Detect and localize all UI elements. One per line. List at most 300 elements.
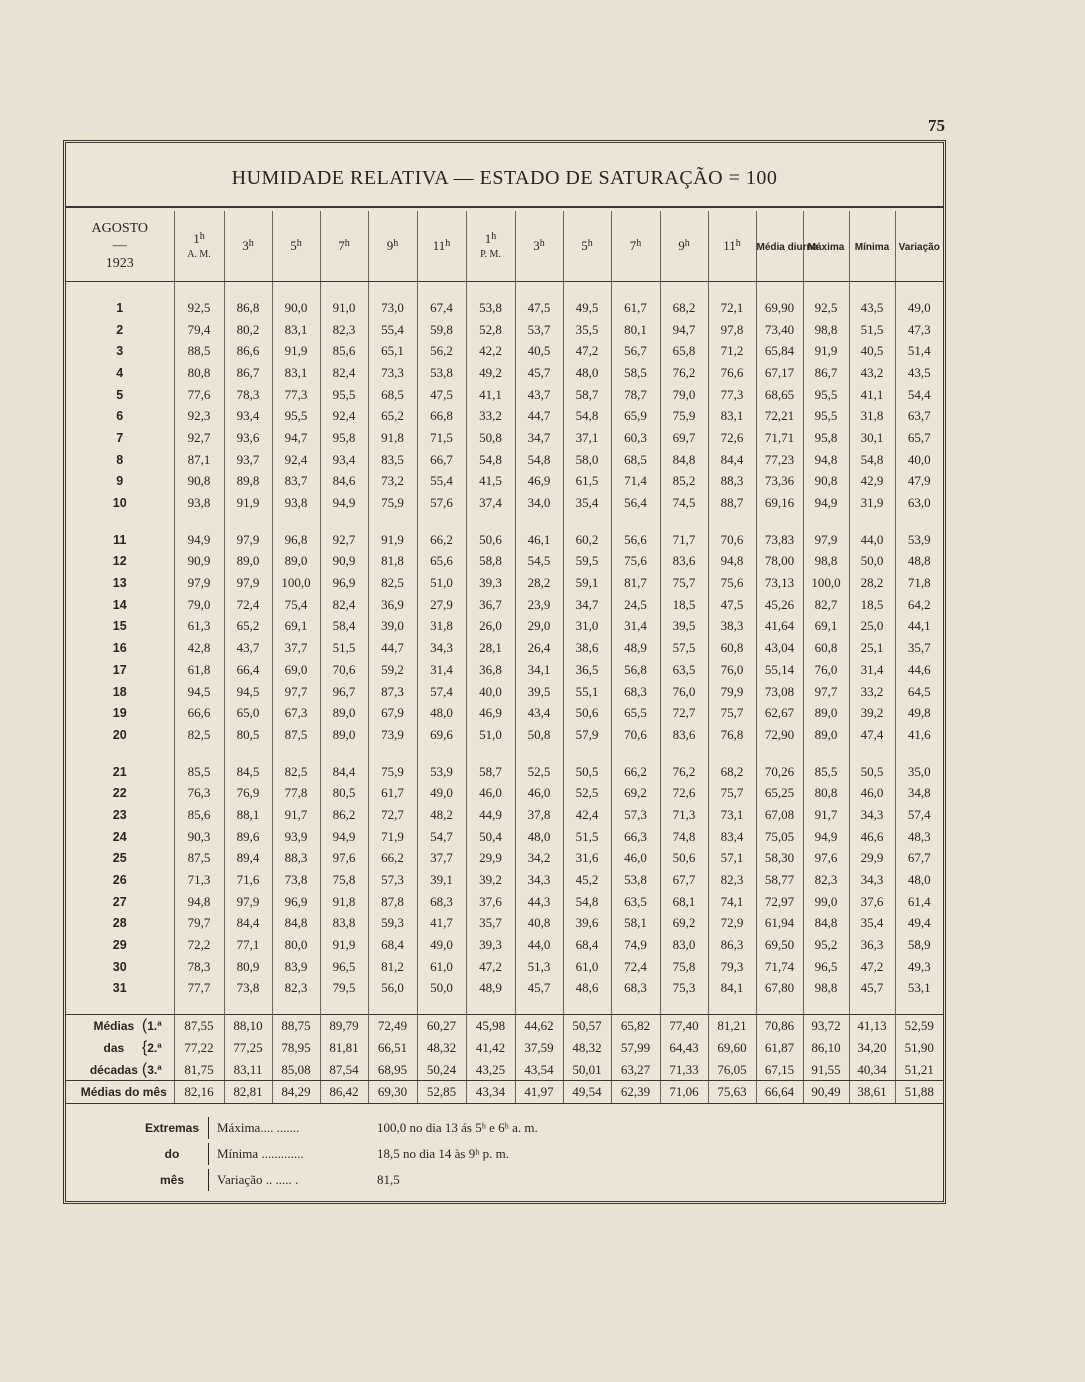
humidity-value: 54,4 — [895, 384, 943, 406]
humidity-value: 54,8 — [563, 891, 611, 913]
humidity-value: 66,3 — [611, 826, 660, 848]
humidity-value: 58,1 — [611, 913, 660, 935]
humidity-value: 75,6 — [708, 572, 756, 594]
humidity-value: 72,90 — [756, 724, 803, 746]
day-row — [66, 702, 943, 724]
humidity-value: 65,5 — [611, 702, 660, 724]
humidity-value: 64,5 — [895, 681, 943, 703]
decade-ordinal: 3.ª — [147, 1062, 162, 1077]
extreme-key: Máxima.... ....... — [217, 1120, 300, 1135]
hour-sup: h — [491, 230, 497, 242]
spacer-cell — [515, 999, 563, 1015]
humidity-value: 82,4 — [320, 362, 368, 384]
humidity-value: 25,0 — [849, 616, 895, 638]
humidity-value: 72,2 — [174, 934, 224, 956]
hour-sup: h — [296, 237, 302, 249]
humidity-value: 42,8 — [174, 637, 224, 659]
humidity-value: 49,2 — [466, 362, 515, 384]
decade-value: 45,98 — [466, 1015, 515, 1037]
humidity-value: 68,3 — [611, 978, 660, 1000]
humidity-value: 50,5 — [563, 761, 611, 783]
humidity-value: 31,8 — [849, 405, 895, 427]
spacer-cell — [756, 514, 803, 529]
humidity-value: 48,0 — [563, 362, 611, 384]
humidity-value: 28,2 — [515, 572, 563, 594]
decade-value: 69,60 — [708, 1037, 756, 1059]
humidity-value: 39,5 — [660, 616, 708, 638]
humidity-value: 69,90 — [756, 297, 803, 319]
humidity-value: 96,8 — [272, 529, 320, 551]
spacer-cell — [611, 514, 660, 529]
humidity-value: 48,8 — [895, 551, 943, 573]
humidity-value: 73,3 — [368, 362, 417, 384]
day-number: 22 — [112, 786, 127, 801]
humidity-value: 57,6 — [417, 492, 466, 514]
decade-value: 88,10 — [224, 1015, 272, 1037]
extreme-brace — [208, 1143, 217, 1165]
humidity-value: 54,8 — [849, 449, 895, 471]
humidity-value: 75,4 — [272, 594, 320, 616]
humidity-value: 75,3 — [660, 978, 708, 1000]
humidity-value: 84,1 — [708, 978, 756, 1000]
day-row — [66, 362, 943, 384]
spacer-cell — [660, 514, 708, 529]
humidity-value: 41,64 — [756, 616, 803, 638]
humidity-value: 65,2 — [224, 616, 272, 638]
humidity-value: 51,5 — [563, 826, 611, 848]
humidity-value: 54,8 — [515, 449, 563, 471]
humidity-value: 58,9 — [895, 934, 943, 956]
humidity-value: 71,3 — [660, 804, 708, 826]
month-label: AGOSTO — [91, 220, 149, 236]
humidity-value: 71,74 — [756, 956, 803, 978]
humidity-value: 89,0 — [320, 702, 368, 724]
decade-value: 85,08 — [272, 1059, 320, 1081]
decade-value: 41,42 — [466, 1037, 515, 1059]
humidity-value: 43,4 — [515, 702, 563, 724]
decade-value: 77,25 — [224, 1037, 272, 1059]
day-row — [66, 956, 943, 978]
minima-label: Mínima — [854, 241, 890, 253]
humidity-value: 31,6 — [563, 848, 611, 870]
humidity-value: 65,2 — [368, 405, 417, 427]
month-mean-row — [66, 1081, 943, 1104]
humidity-value: 57,3 — [368, 869, 417, 891]
month-mean-value: 82,81 — [224, 1081, 272, 1104]
day-number: 19 — [112, 706, 127, 721]
hour-header — [272, 211, 320, 282]
humidity-value: 46,0 — [611, 848, 660, 870]
humidity-value: 77,7 — [174, 978, 224, 1000]
humidity-value: 94,9 — [803, 492, 849, 514]
humidity-value: 38,6 — [563, 637, 611, 659]
decade-ordinal: 2.ª — [147, 1040, 162, 1055]
humidity-value: 73,36 — [756, 471, 803, 493]
humidity-value: 80,5 — [320, 782, 368, 804]
variacao-label: Variação — [898, 241, 940, 253]
humidity-value: 65,7 — [895, 427, 943, 449]
humidity-value: 60,8 — [708, 637, 756, 659]
humidity-value: 53,7 — [515, 319, 563, 341]
humidity-value: 95,5 — [803, 405, 849, 427]
humidity-value: 47,2 — [849, 956, 895, 978]
humidity-value: 63,0 — [895, 492, 943, 514]
humidity-value: 74,5 — [660, 492, 708, 514]
humidity-value: 79,3 — [708, 956, 756, 978]
spacer-cell — [756, 282, 803, 298]
decade-value: 51,90 — [895, 1037, 943, 1059]
decade-value: 87,55 — [174, 1015, 224, 1037]
spacer-cell — [417, 999, 466, 1015]
humidity-value: 100,0 — [272, 572, 320, 594]
humidity-value: 94,9 — [320, 826, 368, 848]
humidity-value: 58,7 — [466, 761, 515, 783]
humidity-value: 59,3 — [368, 913, 417, 935]
humidity-value: 26,4 — [515, 637, 563, 659]
humidity-value: 75,7 — [708, 702, 756, 724]
hour-header — [708, 211, 756, 282]
humidity-value: 97,6 — [320, 848, 368, 870]
spacer-cell — [320, 282, 368, 298]
humidity-value: 91,9 — [224, 492, 272, 514]
spacer-cell — [368, 514, 417, 529]
extreme-label: do — [164, 1147, 180, 1161]
hour-sup: h — [735, 237, 741, 249]
day-row — [66, 471, 943, 493]
humidity-value: 38,3 — [708, 616, 756, 638]
humidity-value: 53,8 — [611, 869, 660, 891]
humidity-value: 90,0 — [272, 297, 320, 319]
humidity-value: 71,7 — [660, 529, 708, 551]
humidity-value: 83,4 — [708, 826, 756, 848]
month-mean-value: 71,06 — [660, 1081, 708, 1104]
decade-title: das — [103, 1040, 125, 1055]
humidity-value: 80,8 — [803, 782, 849, 804]
humidity-value: 69,7 — [660, 427, 708, 449]
humidity-value: 57,3 — [611, 804, 660, 826]
spacer-cell — [515, 282, 563, 298]
humidity-value: 31,4 — [849, 659, 895, 681]
humidity-value: 83,6 — [660, 724, 708, 746]
humidity-value: 66,2 — [611, 761, 660, 783]
humidity-value: 49,0 — [895, 297, 943, 319]
humidity-value: 36,3 — [849, 934, 895, 956]
spacer-cell — [660, 282, 708, 298]
humidity-value: 68,3 — [611, 681, 660, 703]
humidity-value: 93,8 — [174, 492, 224, 514]
humidity-value: 70,6 — [320, 659, 368, 681]
humidity-value: 43,5 — [849, 297, 895, 319]
day-row — [66, 297, 943, 319]
day-row — [66, 978, 943, 1000]
humidity-value: 65,0 — [224, 702, 272, 724]
humidity-value: 94,9 — [320, 492, 368, 514]
day-number: 27 — [112, 894, 127, 909]
humidity-value: 71,6 — [224, 869, 272, 891]
humidity-value: 58,77 — [756, 869, 803, 891]
month-mean-value: 43,34 — [466, 1081, 515, 1104]
humidity-value: 87,5 — [174, 848, 224, 870]
humidity-value: 61,3 — [174, 616, 224, 638]
extreme-key: Mínima ............. — [217, 1146, 304, 1161]
humidity-value: 74,9 — [611, 934, 660, 956]
humidity-value: 71,8 — [895, 572, 943, 594]
humidity-value: 75,6 — [611, 551, 660, 573]
decade-value: 63,27 — [611, 1059, 660, 1081]
humidity-value: 34,3 — [849, 869, 895, 891]
humidity-value: 52,8 — [466, 319, 515, 341]
humidity-value: 75,7 — [660, 572, 708, 594]
day-row — [66, 804, 943, 826]
humidity-value: 46,1 — [515, 529, 563, 551]
humidity-value: 68,2 — [708, 761, 756, 783]
humidity-value: 47,5 — [515, 297, 563, 319]
decade-value: 86,10 — [803, 1037, 849, 1059]
table-body — [66, 282, 943, 1104]
spacer-cell — [368, 746, 417, 761]
humidity-value: 45,7 — [515, 362, 563, 384]
humidity-value: 70,26 — [756, 761, 803, 783]
humidity-value: 48,9 — [466, 978, 515, 1000]
humidity-value: 71,4 — [611, 471, 660, 493]
spacer-cell — [417, 514, 466, 529]
humidity-value: 80,0 — [272, 934, 320, 956]
humidity-value: 46,0 — [466, 782, 515, 804]
spacer-cell — [66, 746, 174, 761]
humidity-value: 89,8 — [224, 471, 272, 493]
humidity-value: 48,3 — [895, 826, 943, 848]
hour-label: 1 — [484, 230, 492, 246]
humidity-value: 40,5 — [515, 340, 563, 362]
humidity-value: 91,7 — [803, 804, 849, 826]
hour-label: 9 — [386, 237, 394, 253]
spacer-cell — [466, 999, 515, 1015]
humidity-value: 61,0 — [417, 956, 466, 978]
humidity-value: 82,5 — [368, 572, 417, 594]
spacer-cell — [895, 746, 943, 761]
humidity-value: 80,1 — [611, 319, 660, 341]
spacer-cell — [417, 746, 466, 761]
humidity-value: 99,0 — [803, 891, 849, 913]
decade-value: 65,82 — [611, 1015, 660, 1037]
humidity-value: 88,3 — [708, 471, 756, 493]
humidity-value: 84,4 — [708, 449, 756, 471]
humidity-value: 88,5 — [174, 340, 224, 362]
humidity-value: 97,9 — [224, 529, 272, 551]
extreme-value: 18,5 no dia 14 às 9ʰ p. m. — [377, 1146, 509, 1161]
humidity-value: 72,97 — [756, 891, 803, 913]
hour-header — [224, 211, 272, 282]
humidity-value: 34,8 — [895, 782, 943, 804]
humidity-value: 78,7 — [611, 384, 660, 406]
humidity-value: 46,0 — [849, 782, 895, 804]
humidity-value: 78,00 — [756, 551, 803, 573]
humidity-value: 37,4 — [466, 492, 515, 514]
decade-ordinal: 1.ª — [147, 1019, 162, 1034]
day-row — [66, 934, 943, 956]
humidity-value: 43,2 — [849, 362, 895, 384]
humidity-value: 36,8 — [466, 659, 515, 681]
spacer-cell — [563, 514, 611, 529]
humidity-value: 92,5 — [803, 297, 849, 319]
humidity-value: 77,3 — [272, 384, 320, 406]
decade-value: 70,86 — [756, 1015, 803, 1037]
humidity-value: 93,6 — [224, 427, 272, 449]
humidity-value: 59,8 — [417, 319, 466, 341]
humidity-value: 56,2 — [417, 340, 466, 362]
day-number: 4 — [116, 365, 124, 380]
hour-label: 7 — [338, 237, 345, 253]
spacer-cell — [174, 514, 224, 529]
humidity-value: 96,9 — [320, 572, 368, 594]
decade-value: 93,72 — [803, 1015, 849, 1037]
decade-brace: ( — [141, 1017, 148, 1035]
humidity-value: 49,8 — [895, 702, 943, 724]
humidity-value: 60,2 — [563, 529, 611, 551]
month-mean-value: 86,42 — [320, 1081, 368, 1104]
humidity-value: 34,7 — [515, 427, 563, 449]
humidity-value: 34,3 — [515, 869, 563, 891]
humidity-value: 93,7 — [224, 449, 272, 471]
humidity-value: 44,3 — [515, 891, 563, 913]
decade-value: 89,79 — [320, 1015, 368, 1037]
decade-label — [66, 1059, 174, 1081]
humidity-value: 45,7 — [849, 978, 895, 1000]
humidity-value: 96,5 — [320, 956, 368, 978]
humidity-value: 53,1 — [895, 978, 943, 1000]
spacer-cell — [849, 999, 895, 1015]
humidity-value: 67,3 — [272, 702, 320, 724]
humidity-value: 85,5 — [174, 761, 224, 783]
humidity-value: 91,9 — [320, 934, 368, 956]
humidity-value: 72,6 — [660, 782, 708, 804]
humidity-value: 50,0 — [417, 978, 466, 1000]
decade-label — [66, 1015, 174, 1037]
day-number: 3 — [116, 344, 124, 359]
humidity-value: 50,6 — [466, 529, 515, 551]
humidity-value: 66,7 — [417, 449, 466, 471]
humidity-value: 36,5 — [563, 659, 611, 681]
humidity-value: 95,8 — [320, 427, 368, 449]
decade-value: 50,57 — [563, 1015, 611, 1037]
month-mean-value: 41,97 — [515, 1081, 563, 1104]
day-number: 6 — [116, 409, 124, 424]
day-row — [66, 384, 943, 406]
humidity-value: 80,9 — [224, 956, 272, 978]
humidity-value: 76,2 — [660, 362, 708, 384]
humidity-value: 97,7 — [803, 681, 849, 703]
spacer-cell — [849, 746, 895, 761]
humidity-value: 48,0 — [515, 826, 563, 848]
humidity-value: 94,9 — [803, 826, 849, 848]
humidity-value: 29,0 — [515, 616, 563, 638]
humidity-value: 57,5 — [660, 637, 708, 659]
humidity-value: 77,6 — [174, 384, 224, 406]
day-row — [66, 913, 943, 935]
spacer-row — [66, 746, 943, 761]
hour-sup: h — [344, 237, 350, 249]
humidity-value: 47,2 — [466, 956, 515, 978]
humidity-value: 76,8 — [708, 724, 756, 746]
decade-value: 37,59 — [515, 1037, 563, 1059]
day-row — [66, 848, 943, 870]
month-mean-value: 84,29 — [272, 1081, 320, 1104]
humidity-value: 58,4 — [320, 616, 368, 638]
humidity-value: 81,8 — [368, 551, 417, 573]
humidity-value: 73,1 — [708, 804, 756, 826]
humidity-value: 39,0 — [368, 616, 417, 638]
humidity-value: 77,8 — [272, 782, 320, 804]
humidity-value: 86,7 — [803, 362, 849, 384]
humidity-value: 92,5 — [174, 297, 224, 319]
extreme-row — [136, 1141, 538, 1167]
day-number: 31 — [112, 981, 127, 996]
humidity-value: 31,4 — [417, 659, 466, 681]
humidity-value: 68,5 — [368, 384, 417, 406]
humidity-value: 84,4 — [320, 761, 368, 783]
humidity-value: 88,7 — [708, 492, 756, 514]
humidity-value: 93,9 — [272, 826, 320, 848]
humidity-value: 37,7 — [272, 637, 320, 659]
humidity-value: 28,2 — [849, 572, 895, 594]
hour-sup: h — [539, 237, 545, 249]
humidity-value: 75,9 — [660, 405, 708, 427]
humidity-value: 54,8 — [563, 405, 611, 427]
humidity-value: 39,1 — [417, 869, 466, 891]
spacer-cell — [272, 999, 320, 1015]
humidity-value: 75,9 — [368, 492, 417, 514]
humidity-value: 40,0 — [895, 449, 943, 471]
humidity-value: 67,9 — [368, 702, 417, 724]
humidity-value: 58,8 — [466, 551, 515, 573]
humidity-value: 57,1 — [708, 848, 756, 870]
spacer-cell — [849, 514, 895, 529]
maxima-header — [803, 211, 849, 282]
humidity-value: 72,1 — [708, 297, 756, 319]
spacer-cell — [272, 282, 320, 298]
humidity-value: 53,9 — [895, 529, 943, 551]
variacao-header — [895, 211, 943, 282]
spacer-cell — [849, 282, 895, 298]
humidity-value: 36,9 — [368, 594, 417, 616]
spacer-cell — [224, 746, 272, 761]
hour-sup: h — [636, 237, 642, 249]
humidity-value: 86,6 — [224, 340, 272, 362]
humidity-value: 94,8 — [803, 449, 849, 471]
table-frame — [63, 140, 946, 1204]
day-row — [66, 405, 943, 427]
humidity-value: 71,2 — [708, 340, 756, 362]
humidity-value: 83,9 — [272, 956, 320, 978]
humidity-value: 45,26 — [756, 594, 803, 616]
decade-value: 50,01 — [563, 1059, 611, 1081]
day-row — [66, 572, 943, 594]
humidity-value: 65,9 — [611, 405, 660, 427]
month-year-header — [66, 211, 174, 282]
spacer-cell — [803, 746, 849, 761]
humidity-value: 90,9 — [320, 551, 368, 573]
humidity-value: 72,6 — [708, 427, 756, 449]
humidity-value: 82,3 — [803, 869, 849, 891]
spacer-cell — [708, 282, 756, 298]
humidity-value: 97,8 — [708, 319, 756, 341]
humidity-value: 89,0 — [320, 724, 368, 746]
humidity-value: 84,5 — [224, 761, 272, 783]
humidity-value: 96,7 — [320, 681, 368, 703]
humidity-value: 72,21 — [756, 405, 803, 427]
humidity-value: 88,3 — [272, 848, 320, 870]
humidity-value: 95,5 — [320, 384, 368, 406]
